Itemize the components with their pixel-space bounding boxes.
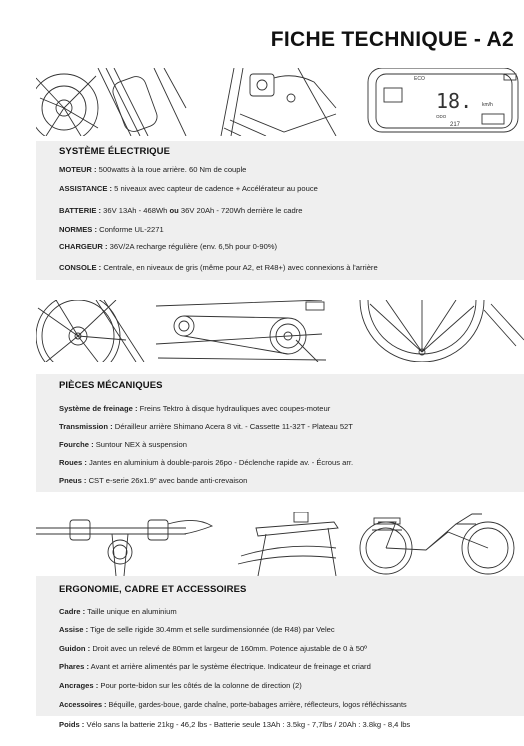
console-odo-label: ODO bbox=[436, 114, 447, 119]
console-drawing bbox=[368, 68, 518, 132]
spec-handlebar: Guidon : Droit avec un relevé de 80mm et largeur de 160mm. Potence ajustable de 0 à 50º bbox=[59, 644, 367, 653]
electrical-image-strip bbox=[36, 68, 524, 136]
frame-battery-drawing bbox=[221, 68, 336, 136]
full-bike-drawing bbox=[360, 514, 514, 574]
front-wheel-brake-drawing bbox=[36, 300, 144, 362]
drivetrain-drawing bbox=[156, 300, 326, 362]
spec-battery: BATTERIE : 36V 13Ah - 468Wh ou 36V 20Ah - 720Wh derrière le cadre bbox=[59, 206, 303, 215]
spec-assistance: ASSISTANCE : 5 niveaux avec capteur de cadence + Accélérateur au pouce bbox=[59, 184, 318, 193]
mechanical-parts-section bbox=[36, 374, 524, 492]
spec-motor: MOTEUR : 500watts à la roue arrière. 60 Nm de couple bbox=[59, 165, 247, 174]
spec-lights: Phares : Avant et arrière alimentés par le système électrique. Indicateur de freinage et criard bbox=[59, 662, 371, 671]
spec-brakes: Système de freinage : Freins Tektro à disque hydrauliques avec coupes-moteur bbox=[59, 404, 331, 413]
spec-mounts: Ancrages : Pour porte-bidon sur les côtés de la colonne de direction (2) bbox=[59, 681, 302, 690]
spec-wheels: Roues : Jantes en aluminium à double-parois 26po - Déclenche rapide av. - Écrous arr. bbox=[59, 458, 354, 467]
spec-seat: Assise : Tige de selle rigide 30.4mm et selle surdimensionnée (de R48) par Velec bbox=[59, 625, 335, 634]
page-title: FICHE TECHNIQUE - A2 bbox=[270, 28, 514, 51]
spec-norms: NORMES : Conforme UL-2271 bbox=[59, 225, 164, 234]
ergonomics-image-strip bbox=[36, 512, 524, 576]
electrical-system-section bbox=[36, 141, 524, 280]
rear-wheel-drawing bbox=[360, 300, 524, 362]
mechanical-heading: PIÈCES MÉCANIQUES bbox=[59, 380, 163, 391]
spec-frame: Cadre : Taille unique en aluminium bbox=[59, 607, 177, 616]
spec-console: CONSOLE : Centrale, en niveaux de gris (même pour A2, et R48+) avec connexions à l'arrière bbox=[59, 263, 378, 272]
electrical-heading: SYSTÈME ÉLECTRIQUE bbox=[59, 146, 171, 157]
mechanical-image-strip bbox=[36, 300, 524, 362]
console-unit-readout: km/h bbox=[482, 102, 493, 108]
spec-tires: Pneus : CST e-serie 26x1.9" avec bande anti-crevaison bbox=[59, 476, 248, 485]
spec-accessories: Accessoires : Béquille, gardes-boue, garde chaîne, porte-babages arrière, réflecteurs, logos réfléchissants bbox=[59, 700, 407, 709]
console-mode-readout: ECO bbox=[414, 76, 425, 82]
rear-rack-drawing bbox=[238, 512, 338, 576]
spec-charger: CHARGEUR : 36V/2A recharge régulière (env. 6,5h pour 0-90%) bbox=[59, 242, 278, 251]
ergonomics-section bbox=[36, 576, 524, 716]
spec-transmission: Transmission : Dérailleur arrière Shimano Acera 8 vit. - Cassette 11-32T - Plateau 52T bbox=[59, 422, 353, 431]
ergonomics-heading: ERGONOMIE, CADRE ET ACCESSOIRES bbox=[59, 584, 247, 595]
handlebar-drawing bbox=[36, 520, 212, 576]
console-odo-value: 217 bbox=[450, 122, 461, 128]
console-speed-readout: 18. bbox=[436, 89, 473, 113]
rear-hub-motor-drawing bbox=[36, 68, 186, 136]
spec-fork: Fourche : Suntour NEX à suspension bbox=[59, 440, 187, 449]
spec-weight: Poids : Vélo sans la batterie 21kg - 46,2 lbs - Batterie seule 13Ah : 3.5kg - 7,7lbs / 20Ah : 3.8kg - 8,4 lbs bbox=[59, 720, 411, 729]
